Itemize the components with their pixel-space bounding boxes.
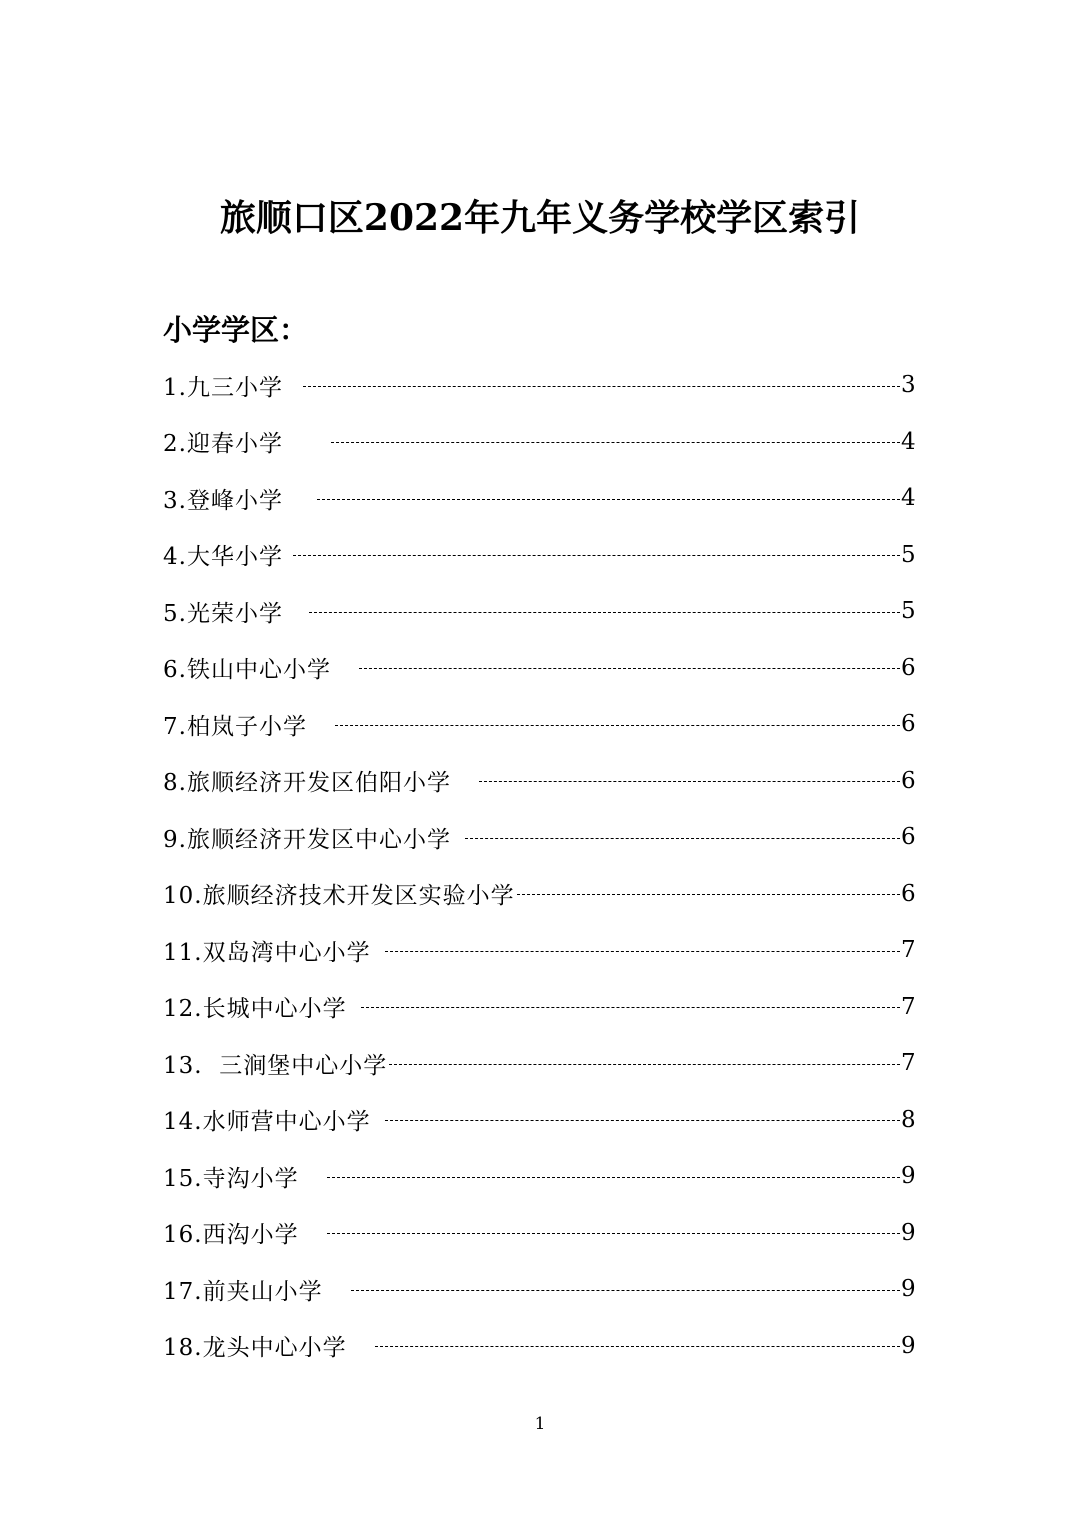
toc-dot-leader: [385, 951, 900, 952]
toc-dot-leader: [335, 725, 900, 726]
toc-entry-page: 4: [901, 485, 916, 512]
toc-dot-leader: [327, 1233, 900, 1234]
toc-entry-page: 6: [901, 767, 916, 794]
toc-entry-page: 9: [901, 1219, 916, 1246]
toc-entry-label: 9.旅顺经济开发区中心小学: [163, 826, 451, 853]
toc-entry[interactable]: [163, 1035, 915, 1092]
toc-dot-leader: [317, 499, 900, 500]
toc-entry[interactable]: [163, 583, 915, 640]
toc-entry[interactable]: [163, 922, 915, 979]
toc-entry[interactable]: [163, 1261, 915, 1318]
toc-dot-leader: [293, 555, 900, 556]
toc-dot-leader: [327, 1177, 900, 1178]
toc-entry-label: 4.大华小学: [163, 544, 283, 571]
toc-entry[interactable]: [163, 809, 915, 866]
toc-entry-page: 9: [901, 1163, 916, 1190]
toc-entry-page: 5: [901, 541, 916, 568]
toc-entry-label: 7.柏岚子小学: [163, 713, 307, 740]
toc-entry[interactable]: [163, 979, 915, 1036]
toc-entry-label: 1.九三小学: [163, 374, 283, 401]
section-heading-primary-school-districts: 小学学区：: [163, 313, 309, 347]
toc-entry-page: 8: [901, 1106, 916, 1133]
toc-entry-page: 9: [901, 1276, 916, 1303]
toc-entry[interactable]: [163, 1148, 915, 1205]
toc-entry[interactable]: [163, 866, 915, 923]
toc-entry-label: 8.旅顺经济开发区伯阳小学: [163, 770, 451, 797]
toc-entry-label: 14.水师营中心小学: [163, 1109, 371, 1136]
toc-entry-page: 6: [901, 711, 916, 738]
toc-entry-page: 7: [901, 1050, 916, 1077]
toc-entry-label: 10.旅顺经济技术开发区实验小学: [163, 883, 515, 910]
toc-entry[interactable]: [163, 414, 915, 471]
toc-entry[interactable]: [163, 753, 915, 810]
page-title: 旅顺口区2022年九年义务学校学区索引: [219, 197, 861, 239]
toc-entry[interactable]: [163, 1205, 915, 1262]
toc-dot-leader: [465, 838, 900, 839]
toc-entry[interactable]: [163, 357, 915, 414]
toc-entry-label: 15.寺沟小学: [163, 1165, 299, 1192]
toc-entry-label: 13. 三涧堡中心小学: [163, 1052, 388, 1079]
toc-entry-page: 5: [901, 598, 916, 625]
toc-entry[interactable]: [163, 640, 915, 697]
toc-entry-page: 3: [901, 372, 916, 399]
toc-entry-label: 12.长城中心小学: [163, 996, 347, 1023]
toc-entry[interactable]: [163, 527, 915, 584]
toc-dot-leader: [375, 1346, 900, 1347]
toc-entry-label: 3.登峰小学: [163, 487, 283, 514]
toc-entry-label: 6.铁山中心小学: [163, 657, 331, 684]
toc-dot-leader: [479, 781, 900, 782]
toc-entry-label: 17.前夹山小学: [163, 1278, 323, 1305]
toc-dot-leader: [361, 1007, 900, 1008]
toc-entry-page: 7: [901, 937, 916, 964]
toc-entry-page: 9: [901, 1332, 916, 1359]
toc-entry[interactable]: [163, 696, 915, 753]
toc-entry-page: 6: [901, 824, 916, 851]
toc-entry-page: 7: [901, 993, 916, 1020]
toc-entry-label: 11.双岛湾中心小学: [163, 939, 371, 966]
toc-dot-leader: [389, 1064, 900, 1065]
toc-dot-leader: [517, 894, 900, 895]
toc-entry-label: 18.龙头中心小学: [163, 1335, 347, 1362]
toc-entry[interactable]: [163, 1092, 915, 1149]
toc-dot-leader: [359, 668, 900, 669]
toc-entry-label: 5.光荣小学: [163, 600, 283, 627]
toc-dot-leader: [309, 612, 900, 613]
toc-entry-label: 2.迎春小学: [163, 431, 283, 458]
toc-list: [163, 357, 915, 1374]
toc-entry-page: 4: [901, 428, 916, 455]
page-number: 1: [534, 1414, 546, 1434]
toc-entry-label: 16.西沟小学: [163, 1222, 299, 1249]
toc-dot-leader: [303, 386, 900, 387]
toc-entry[interactable]: [163, 1318, 915, 1375]
toc-entry[interactable]: [163, 470, 915, 527]
toc-entry-page: 6: [901, 880, 916, 907]
toc-entry-page: 6: [901, 654, 916, 681]
toc-dot-leader: [351, 1290, 900, 1291]
toc-dot-leader: [385, 1120, 900, 1121]
toc-dot-leader: [331, 442, 900, 443]
